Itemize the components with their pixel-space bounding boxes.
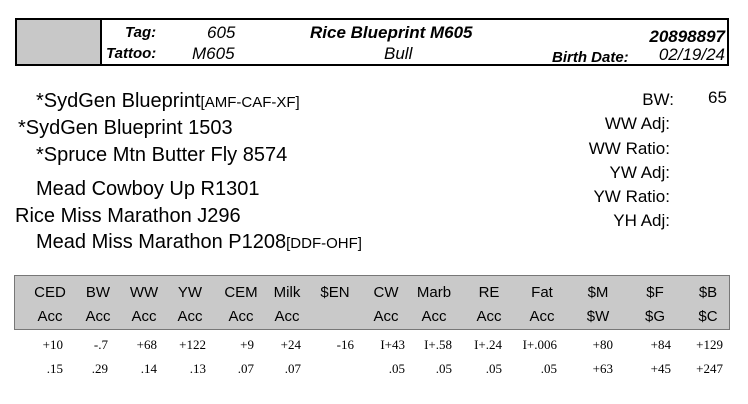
epd-value-1: -.7: [93, 337, 108, 352]
animal-sex: Bull: [384, 44, 413, 63]
epd-accuracy-8: .05: [435, 361, 452, 376]
epd-subheader-7: Acc: [373, 308, 399, 325]
epd-header-2: WW: [129, 284, 159, 301]
epd-header-7: CW: [373, 284, 399, 301]
epd-header-3: YW: [177, 284, 203, 301]
epd-accuracy-5: .07: [284, 361, 301, 376]
epd-table: [14, 275, 730, 330]
epd-subheader-2: Acc: [131, 308, 157, 325]
pedigree-sire-sire: [36, 90, 300, 113]
epd-value-2: +68: [136, 337, 157, 352]
epd-header-4: CEM: [224, 284, 258, 301]
pedigree-dam: Rice Miss Marathon J296: [15, 205, 241, 227]
epd-value-7: I+43: [380, 337, 405, 352]
epd-value-4: +9: [240, 337, 254, 352]
epd-value-8: I+.58: [424, 337, 452, 352]
epd-subheader-12: $G: [644, 308, 665, 325]
epd-subheader-9: Acc: [476, 308, 502, 325]
epd-header-0: CED: [34, 284, 66, 301]
epd-header-1: BW: [85, 284, 111, 301]
epd-value-0: +10: [42, 337, 63, 352]
epd-accuracy-3: .13: [189, 361, 206, 376]
pedigree-dam-sire: Mead Cowboy Up R1301: [36, 178, 260, 200]
tattoo-value: M605: [192, 44, 235, 63]
birth-date-value: 02/19/24: [658, 45, 725, 64]
ww-adj-label: WW Adj:: [604, 114, 670, 133]
epd-subheader-10: Acc: [529, 308, 555, 325]
yh-adj-label: YH Adj:: [613, 211, 670, 230]
epd-subheader-13: $C: [698, 308, 718, 325]
epd-accuracy-9: .05: [485, 361, 502, 376]
pedigree-sire-sire-code: [AMF-CAF-XF]: [200, 94, 300, 111]
pedigree-sire: *SydGen Blueprint 1503: [18, 117, 233, 139]
epd-subheader-5: Acc: [274, 308, 300, 325]
epd-header-12: $F: [646, 284, 664, 301]
animal-header: [15, 18, 729, 66]
epd-accuracy-1: .29: [91, 361, 108, 376]
epd-value-11: +80: [592, 337, 613, 352]
epd-value-10: I+.006: [522, 337, 557, 352]
epd-value-12: +84: [650, 337, 671, 352]
bw-value: 65: [708, 88, 727, 107]
epd-header-8: Marb: [416, 284, 452, 301]
yw-adj-label: YW Adj:: [609, 163, 670, 182]
epd-header-5: Milk: [273, 284, 301, 301]
bw-label: BW:: [642, 90, 674, 109]
epd-accuracy-0: .15: [46, 361, 63, 376]
epd-subheader-1: Acc: [85, 308, 111, 325]
animal-name: Rice Blueprint M605: [310, 23, 473, 42]
epd-subheader-8: Acc: [421, 308, 447, 325]
registration-number: 20898897: [649, 27, 725, 46]
epd-subheader-11: $W: [586, 308, 610, 325]
epd-header-10: Fat: [531, 284, 553, 301]
yw-ratio-label: YW Ratio:: [593, 187, 670, 206]
epd-value-6: -16: [336, 337, 354, 352]
epd-value-3: +122: [179, 337, 206, 352]
pedigree-dam-dam-name: Mead Miss Marathon P1208: [36, 231, 287, 253]
epd-subheader-0: Acc: [37, 308, 63, 325]
epd-subheader-3: Acc: [177, 308, 203, 325]
birth-date-label: Birth Date:: [552, 49, 629, 66]
tag-label: Tag:: [125, 24, 157, 41]
epd-accuracy-11: +63: [592, 361, 613, 376]
epd-accuracy-4: .07: [237, 361, 254, 376]
photo-placeholder: [17, 20, 102, 64]
ww-ratio-label: WW Ratio:: [588, 139, 670, 158]
pedigree-dam-dam-code: [DDF-OHF]: [286, 235, 362, 252]
tattoo-label: Tattoo:: [106, 45, 157, 62]
epd-value-5: +24: [280, 337, 301, 352]
pedigree-sire-sire-name: *SydGen Blueprint: [36, 90, 201, 112]
epd-accuracy-12: +45: [650, 361, 671, 376]
epd-header-13: $B: [698, 284, 718, 301]
epd-header-9: RE: [478, 284, 500, 301]
tag-value: 605: [207, 23, 236, 42]
epd-accuracy-2: .14: [140, 361, 157, 376]
epd-accuracy-7: .05: [388, 361, 405, 376]
epd-value-9: I+.24: [474, 337, 502, 352]
epd-subheader-4: Acc: [228, 308, 254, 325]
pedigree-sire-dam: *Spruce Mtn Butter Fly 8574: [36, 144, 288, 166]
pedigree-dam-dam: [36, 231, 362, 254]
epd-value-13: +129: [696, 337, 723, 352]
epd-accuracy-10: .05: [540, 361, 557, 376]
epd-header-11: $M: [587, 284, 609, 301]
epd-header-6: $EN: [320, 284, 350, 301]
epd-accuracy-13: +247: [696, 361, 723, 376]
